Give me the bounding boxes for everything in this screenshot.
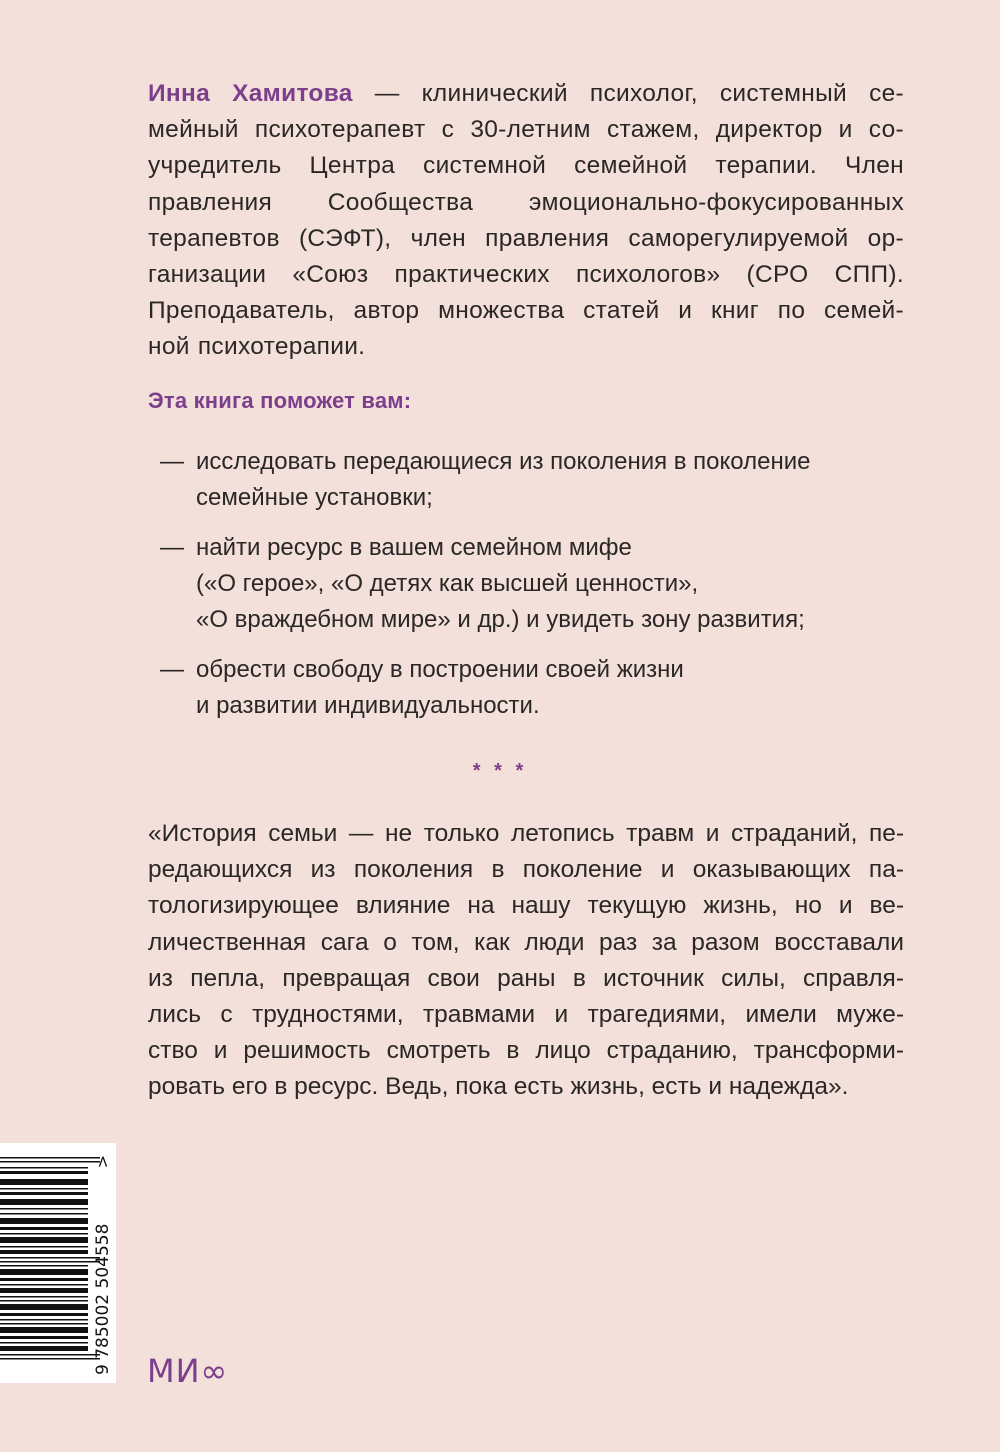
dash-bullet: — (160, 448, 184, 475)
bio-line-5: терапевтов (СЭФТ), член правления саморегулируемой ор- (148, 224, 904, 252)
isbn-barcode (0, 1143, 116, 1383)
bio-line-3: учредитель Центра системной семейной терапии. Член (148, 152, 904, 180)
list-item: — обрести свободу в построении своей жизни и развитии индивидуальности. (148, 652, 904, 724)
dash-bullet: — (160, 656, 184, 683)
quote-line: из пепла, превращая свои раны в источник силы, справля- (148, 964, 904, 992)
author-name: Инна Хамитова (148, 80, 353, 107)
bio-line-6: ганизации «Союз практических психологов» (СРО СПП). (148, 260, 904, 288)
quote-line: тологизирующее влияние на нашу текущую жизнь, но и ве- (148, 892, 904, 920)
quote-line: редающихся из поколения в поколение и оказывающих па- (148, 856, 904, 884)
bio-line-2: мейный психотерапевт с 30-летним стажем, директор и со- (148, 116, 904, 144)
help-heading: Эта книга поможет вам: (148, 388, 412, 413)
list-item: — исследовать передающиеся из поколения в поколение семейные установки; (148, 444, 904, 516)
quote-line: ровать его в ресурс. Ведь, пока есть жизнь, есть и надежда». (148, 1073, 849, 1101)
quote-line: ство и решимость смотреть в лицо страданию, трансформи- (148, 1037, 904, 1065)
quote-line: личественная сага о том, как люди раз за разом восставали (148, 928, 904, 956)
quote-line: «История семьи — не только летопись травм и страданий, пе- (148, 820, 904, 847)
barcode-digits: 9 785002 504558 (93, 1223, 113, 1375)
bio-line-7: Преподаватель, автор множества статей и книг по семей- (148, 297, 904, 325)
quote-line: лись с трудностями, травмами и трагедиями, имели муже- (148, 1000, 904, 1028)
barcode-graphic (0, 1143, 116, 1383)
author-bio (148, 76, 904, 366)
quote-paragraph (148, 816, 904, 1106)
benefits-list (148, 444, 904, 738)
bio-line-4: правления Сообщества эмоционально-фокусированных (148, 188, 904, 216)
publisher-logo: МИ∞ (147, 1352, 229, 1390)
barcode-arrow: > (93, 1155, 112, 1169)
bio-line-1: Инна Хамитова — клинический психолог, системный се- (148, 80, 905, 107)
dash-bullet: — (160, 534, 184, 561)
section-separator: * * * (472, 760, 528, 782)
bio-line-8: ной психотерапии. (148, 333, 366, 361)
list-item: — найти ресурс в вашем семейном мифе («О герое», «О детях как высшей ценности», «О враждебном мире» и др.) и увидеть зону развития; (148, 530, 904, 638)
